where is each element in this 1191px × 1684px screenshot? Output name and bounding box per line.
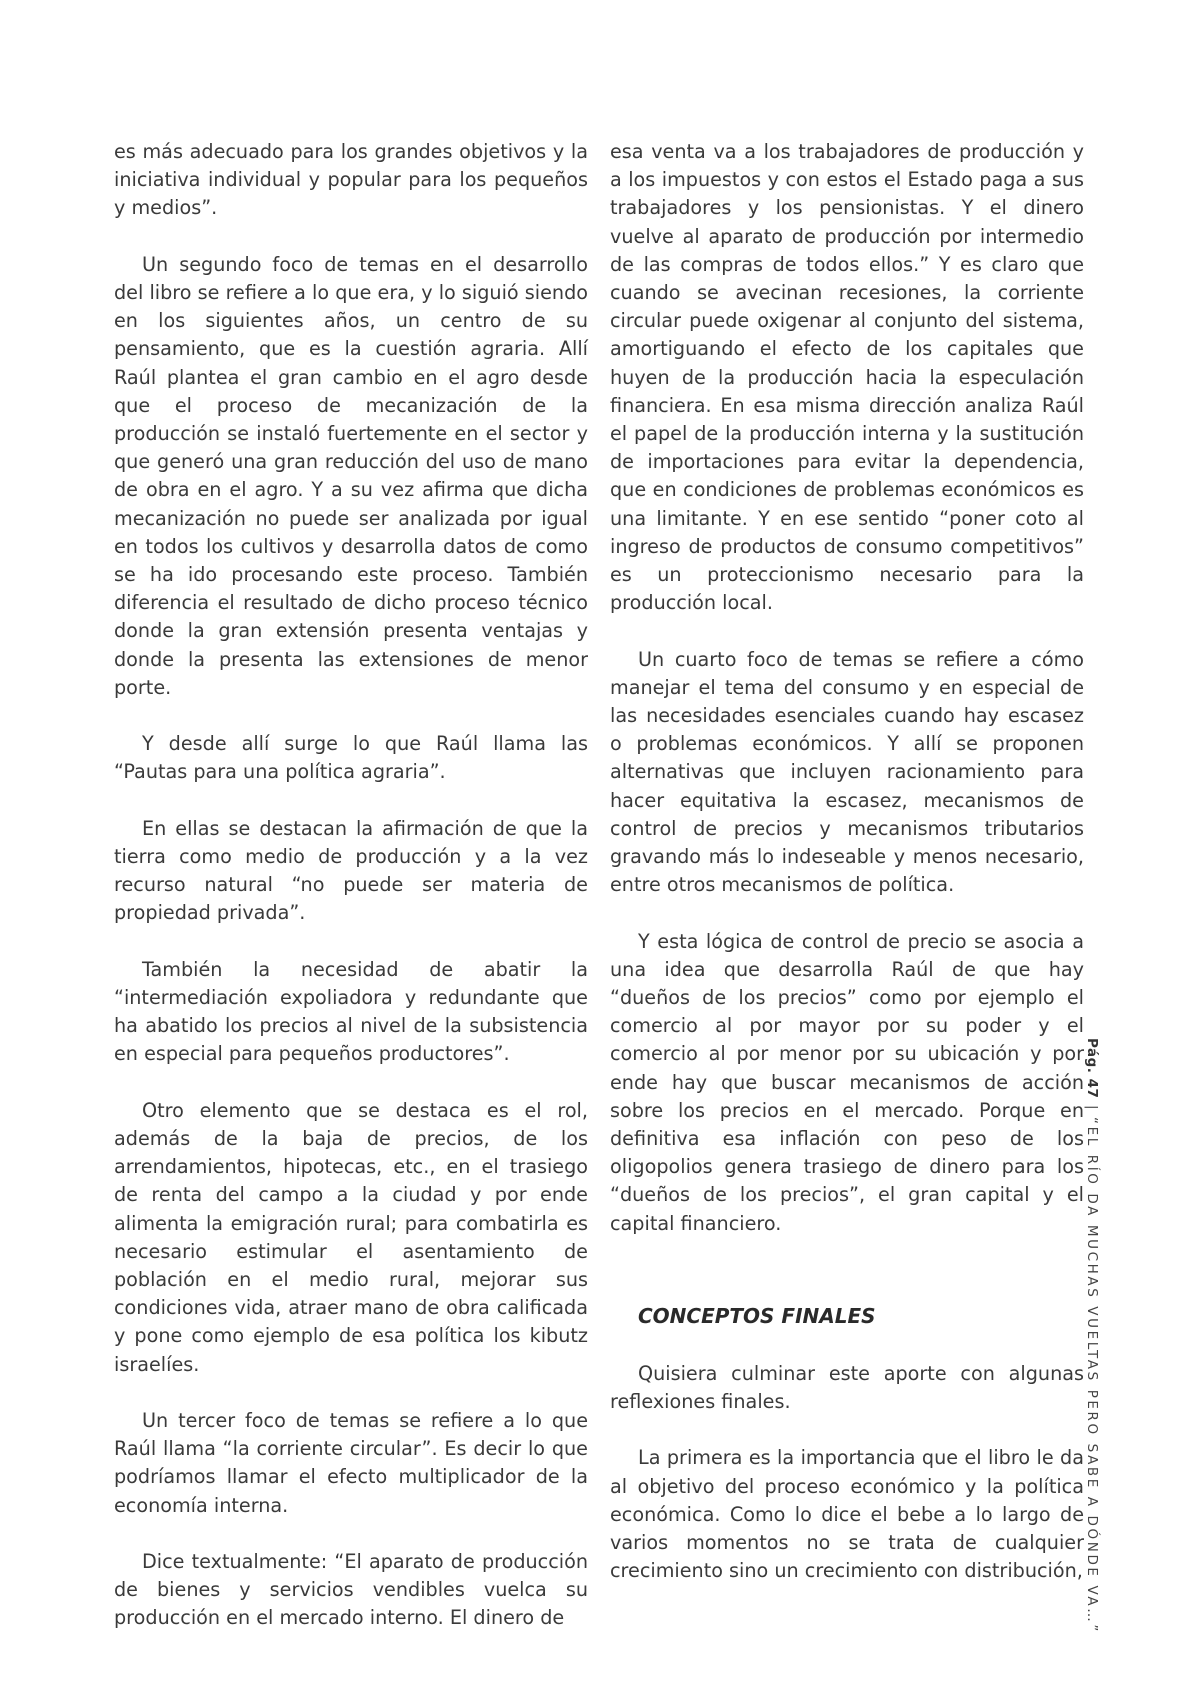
paragraph: Y desde allí surge lo que Raúl llama las “Pautas para una política agraria”. <box>114 732 588 784</box>
paragraph: es más adecuado para los grandes objetivos y la iniciativa individual y popular para los pequeños y medios”. <box>114 140 588 220</box>
paragraph: Y esta lógica de control de precio se asocia a una idea que desarrolla Raúl de que hay “dueños de los precios” como por ejemplo el comercio al por mayor por su poder y el comercio al por menor por su ubicación y por ende hay que buscar mecanismos de acción sobre los precios en el mercado. Porque en definitiva esa inflación con peso de los oligopolios genera trasiego de dinero para los “dueños de los precios”, el gran capital y el capital financiero. <box>610 929 1084 1235</box>
paragraph: En ellas se destacan la afirmación de que la tierra como medio de producción y a la vez recurso natural “no puede ser materia de propiedad privada”. <box>114 816 588 925</box>
paragraph: Un segundo foco de temas en el desarrollo del libro se refiere a lo que era, y lo siguió siendo en los siguientes años, un centro de su pensamiento, que es la cuestión agraria. Allí Raúl plantea el gran cambio en el agro desde que el proceso de mecanización de la producción se instaló fuertemente en el sector y que generó una gran reducción del uso de mano de obra en el agro. Y a su vez afirma que dicha mecanización no puede ser analizada por igual en todos los cultivos y desarrolla datos de como se ha ido procesando este proceso. También diferencia el resultado de dicho proceso técnico donde la gran extensión presenta ventajas y donde la presenta las extensiones de menor porte. <box>114 252 588 699</box>
right-column <box>610 138 1084 1586</box>
separator: | <box>1084 1105 1100 1110</box>
paragraph: Quisiera culminar este aporte con algunas reflexiones finales. <box>610 1361 1084 1414</box>
paragraph: Un cuarto foco de temas se refiere a cómo manejar el tema del consumo y en especial de las necesidades esenciales cuando hay escasez o problemas económicos. Y allí se proponen alternativas que incluyen racionamiento para hacer equitativa la escasez, mecanismos de control de precios y mecanismos tributarios gravando más lo indeseable y menos necesario, entre otros mecanismos de política. <box>610 647 1084 897</box>
section-heading: CONCEPTOS FINALES <box>638 1303 876 1328</box>
book-title: “EL RÍO DA MUCHAS VUELTAS PERO SABE A DÓNDE VA…” <box>1084 1116 1100 1634</box>
paragraph: Otro elemento que se destaca es el rol, además de la baja de precios, de los arrendamientos, hipotecas, etc., en el trasiego de renta del campo a la ciudad y por ende alimenta la emigración rural; para combatirla es necesario estimular el asentamiento de población en el medio rural, mejorar sus condiciones vida, atraer mano de obra calificada y pone como ejemplo de esa política los kibutz israelíes. <box>114 1098 588 1376</box>
page-number: Pág. 47 <box>1084 1038 1100 1099</box>
paragraph: Dice textualmente: “El aparato de producción de bienes y servicios vendibles vuelca su producción en el mercado interno. El dinero de <box>114 1550 588 1630</box>
paragraph: La primera es la importancia que el libro le da al objetivo del proceso económico y la política económica. Como lo dice el bebe a lo largo de varios momentos no se trata de cualquier crecimiento sino un crecimiento con distribución, <box>610 1446 1084 1583</box>
paragraph: Un tercer foco de temas se refiere a lo que Raúl llama “la corriente circular”. Es decir lo que podríamos llamar el efecto multiplicador de la economía interna. <box>114 1409 588 1517</box>
running-footer <box>1084 1038 1100 1634</box>
paragraph: También la necesidad de abatir la “intermediación expoliadora y redundante que ha abatido los precios al nivel de la subsistencia en especial para pequeños productores”. <box>114 957 588 1066</box>
left-column <box>114 138 588 1633</box>
paragraph: esa venta va a los trabajadores de producción y a los impuestos y con estos el Estado paga a sus trabajadores y los pensionistas. Y el dinero vuelve al aparato de producción por intermedio de las compras de todos ellos.” Y es claro que cuando se avecinan recesiones, la corriente circular puede oxigenar al conjunto del sistema, amortiguando el efecto de los capitales que huyen de la producción hacia la especulación financiera. En esa misma dirección analiza Raúl el papel de la producción interna y la sustitución de importaciones para evitar la dependencia, que en condiciones de problemas económicos es una limitante. Y en ese sentido “poner coto al ingreso de productos de consumo competitivos” es un proteccionismo necesario para la producción local. <box>610 140 1084 615</box>
